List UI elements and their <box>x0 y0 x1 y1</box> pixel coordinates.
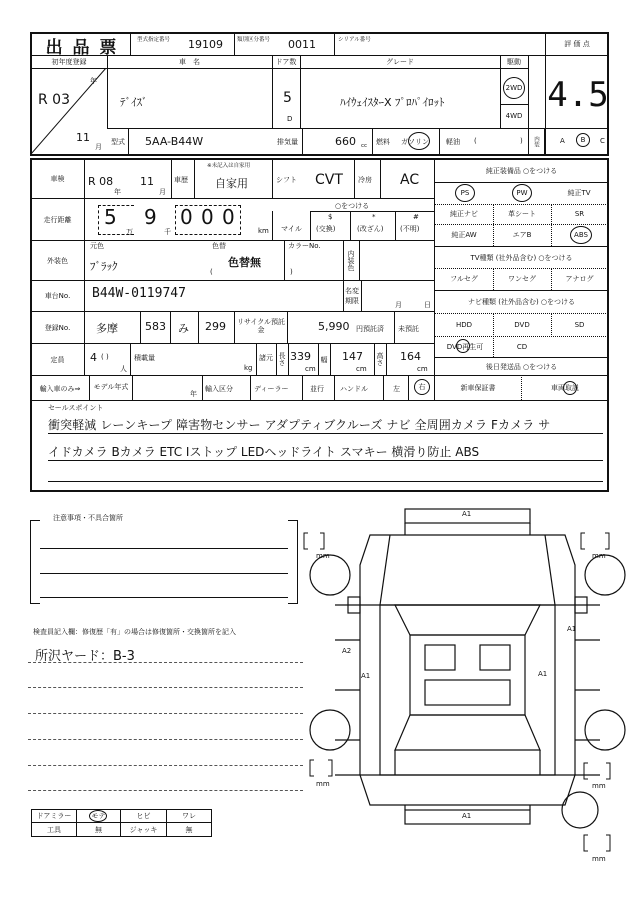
genuine-title: 純正装備品 ○をつける <box>485 167 558 175</box>
doors-label: ドア数 <box>275 58 297 66</box>
repaint-label: 色替 <box>212 242 226 250</box>
caution-label: 注意事項・不具合箇所 <box>50 513 126 523</box>
length: 339 <box>290 350 311 363</box>
recycle-amount: 5,990 <box>318 320 350 333</box>
interior-c: C <box>600 137 605 145</box>
equip-genuine-tv: 純正TV <box>567 189 591 197</box>
history-label: 車歴 <box>174 176 188 184</box>
color-label: 外装色 <box>47 256 68 265</box>
mileage-km: km <box>258 227 269 235</box>
grade: ﾊｲｳｪｲｽﾀｰX ﾌﾟﾛﾊﾟｲﾛｯﾄ <box>340 96 445 109</box>
shaken-year-unit: 年 <box>114 188 121 196</box>
displacement: 660 <box>335 135 356 148</box>
first-reg-month-unit: 月 <box>95 143 102 151</box>
serial-label: シリアル番号 <box>338 37 371 43</box>
ac: AC <box>400 172 420 188</box>
tv-title: TV種類 (社外品含む) ○をつける <box>470 254 573 262</box>
dvd-play-circle <box>456 339 470 353</box>
length-cm: cm <box>305 365 316 373</box>
acc-manual: 車両取説 <box>551 384 579 392</box>
damage-mark-right-door: A1 <box>538 670 548 678</box>
repaint-paren-open: ( <box>210 268 213 276</box>
tools-label: 工具 <box>47 825 61 834</box>
tv-oneseg: ワンセグ <box>508 275 536 283</box>
first-reg-era: R 03 <box>38 92 70 108</box>
grade-score-label: 評 価 点 <box>564 40 590 48</box>
plate-label: 登録No. <box>44 323 71 332</box>
capacity-label: 定員 <box>50 355 65 364</box>
width-label: 幅 <box>320 355 328 363</box>
fuel-paren-open: ( <box>474 137 477 145</box>
orig-color-label: 元色 <box>90 242 104 250</box>
mileage-mile: マイル <box>281 225 302 233</box>
fuel-paren-close: ) <box>520 137 523 145</box>
fuel-diesel: 軽油 <box>446 138 460 146</box>
mileage-tsukeru: ○をつける <box>335 202 370 210</box>
mm-label-1: mm <box>316 552 330 560</box>
color-no-label: カラーNo. <box>288 242 321 250</box>
model-year-unit: 年 <box>190 390 197 398</box>
sales-line-2: イドカメラ Bカメラ ETC Iストップ LEDヘッドライト スマキー 横滑り防止 ABS <box>48 445 480 459</box>
load-label: 積載量 <box>134 354 155 362</box>
navi-hdd: HDD <box>455 321 473 329</box>
model-year-label: モデル年式 <box>93 382 129 391</box>
grade-label: グレード <box>386 58 414 66</box>
equip-sr: SR <box>574 210 585 218</box>
mileage-digit-2: 9 <box>144 205 157 229</box>
mirror-hibi: ヒビ <box>136 812 151 820</box>
navi-cd: CD <box>516 343 528 351</box>
inspector-text: 所沢ヤード：B-3 <box>35 649 135 664</box>
interior-a: A <box>560 137 565 145</box>
mm-label-5: mm <box>592 855 606 863</box>
capacity-paren: ( ) <box>101 353 109 361</box>
drive-4wd: 4WD <box>505 112 523 120</box>
mm-label-4: mm <box>592 782 606 790</box>
jack-label: ジャッキ <box>129 825 158 834</box>
orig-color: ﾌﾞﾗｯｸ <box>90 260 118 273</box>
plate-class: 583 <box>145 320 166 333</box>
acc-warranty: 新車保証書 <box>460 384 496 392</box>
equip-genuine-navi: 純正ナビ <box>450 210 478 218</box>
dealer: ディーラー <box>254 385 289 393</box>
shift: CVT <box>315 172 343 188</box>
navi-title: ナビ種類 (社外品含む) ○をつける <box>467 298 576 306</box>
sales-label: セールスポイント <box>48 404 104 412</box>
car-name-label: 車 名 <box>179 58 200 66</box>
caution-box <box>30 520 298 604</box>
displacement-cc: cc <box>361 143 368 149</box>
equip-pw: PW <box>512 184 532 202</box>
damage-mark-left-front: A2 <box>342 647 352 655</box>
displacement-label: 排気量 <box>277 138 298 146</box>
navi-sd: SD <box>574 321 585 329</box>
unknown: (不明) <box>400 225 420 233</box>
shaken-month-unit: 月 <box>159 188 166 196</box>
width: 147 <box>342 350 363 363</box>
mirror-mote-circle <box>89 810 107 822</box>
chassis: B44W-0119747 <box>92 286 186 301</box>
recycle-unpaid: 未預託 <box>398 325 419 333</box>
repaint-paren-close: ) <box>290 268 293 276</box>
mirror-mote: モテ <box>91 812 106 820</box>
tools-value: 無 <box>95 825 102 834</box>
name-change-label: 名変期限 <box>345 287 359 305</box>
interior-label: 内装 <box>533 135 539 147</box>
mirror-label: ドアミラー <box>36 812 72 820</box>
load-kg: kg <box>244 364 253 372</box>
plate-area: 多摩 <box>96 322 118 335</box>
shaken-label: 車検 <box>50 175 65 183</box>
exchange-mark: $ <box>328 213 333 221</box>
height: 164 <box>400 350 421 363</box>
history-note: ※未記入は自家用 <box>207 163 251 169</box>
dims-label: 諸元 <box>259 354 273 362</box>
first-reg-label: 初年度登録 <box>51 58 87 66</box>
damage-mark-left-door: A1 <box>361 672 371 680</box>
fuel-gasoline-circle <box>408 132 430 150</box>
shaken-era: R 08 <box>88 175 114 188</box>
mileage-digit-4: 0 <box>201 205 214 229</box>
first-reg-month: 11 <box>76 131 90 144</box>
handle-label: ハンドル <box>340 385 368 393</box>
document-title: 出 品 票 <box>45 37 119 58</box>
door-suffix: D <box>287 115 293 123</box>
mileage-digit-1: 5 <box>104 205 117 229</box>
category-label: 類別区分番号 <box>237 37 271 43</box>
altered-mark: * <box>372 213 376 221</box>
navi-dvd: DVD <box>514 321 530 329</box>
interior-color-label: 内装色 <box>347 249 355 271</box>
equip-ps: PS <box>455 184 475 202</box>
name-change-month-unit: 月 <box>395 301 402 309</box>
equip-abs: ABS <box>570 226 592 244</box>
category-no: 0011 <box>288 38 316 51</box>
equip-genuine-aw: 純正AW <box>451 231 477 239</box>
accessories-title: 後日発送品 ○をつける <box>485 362 558 371</box>
jack-value: 無 <box>185 825 193 834</box>
handle-right: 右 <box>414 379 430 395</box>
exchange: (交換) <box>316 225 336 233</box>
mileage-sen: 千 <box>164 228 171 236</box>
import-label: 輸入車のみ⇒ <box>39 384 81 393</box>
first-reg-year-unit: 年 <box>90 77 97 85</box>
model: 5AA-B44W <box>145 135 204 148</box>
name-change-day-unit: 日 <box>424 301 431 309</box>
mileage-digit-5: 0 <box>222 205 235 229</box>
import-type-label: 輸入区分 <box>205 385 233 393</box>
model-label: 型式 <box>111 138 125 146</box>
capacity: 4 <box>90 351 97 364</box>
width-cm: cm <box>356 365 367 373</box>
tv-fullseg: フルセグ <box>450 275 478 283</box>
mirror-ware: ワレ <box>182 812 196 820</box>
fuel-label: 燃料 <box>376 138 390 146</box>
mileage-man: 万 <box>126 228 133 236</box>
shaken-month: 11 <box>140 175 154 188</box>
recycle-label: リサイクル預託金 <box>236 318 286 334</box>
plate-no: 299 <box>205 320 226 333</box>
drive-2wd: 2WD <box>503 77 525 99</box>
altered: (改ざん) <box>357 225 384 233</box>
fuel-gasoline: ガソリン <box>401 138 429 146</box>
parallel: 並行 <box>310 385 324 393</box>
doors: 5 <box>283 90 292 106</box>
damage-mark-front-bumper: A1 <box>462 510 472 518</box>
person-unit: 人 <box>120 365 127 373</box>
plate-kana: み <box>178 322 189 335</box>
equip-airbag: エアB <box>512 231 532 239</box>
repaint: 色替無 <box>228 256 261 269</box>
chassis-label: 車台No. <box>44 292 71 300</box>
type-designation-label: 型式指定番号 <box>137 37 171 43</box>
damage-mark-rear-bumper: A1 <box>462 812 472 820</box>
mm-label-2: mm <box>592 552 606 560</box>
history: 自家用 <box>215 177 248 190</box>
sales-line-1: 衝突軽減 レーンキープ 障害物センサー アダプティブクルーズ ナビ 全周囲カメラ Fカメラ サ <box>48 418 551 432</box>
car-name: ﾃﾞｲｽﾞ <box>120 96 148 109</box>
recycle-paid: 円預託済 <box>356 325 384 333</box>
length-label: 長さ <box>278 352 286 366</box>
tv-analog: アナログ <box>565 275 594 283</box>
shift-label: シフト <box>276 176 297 184</box>
equip-leather: 革シート <box>508 210 536 218</box>
unknown-mark: # <box>413 213 419 221</box>
mileage-digit-3: 0 <box>180 205 193 229</box>
interior-b: B <box>576 133 590 147</box>
type-designation-no: 19109 <box>188 38 223 51</box>
manual-circle <box>563 381 577 395</box>
height-label: 高さ <box>376 352 384 366</box>
ac-label: 冷房 <box>358 176 372 184</box>
grade-score: 4.5 <box>547 75 609 115</box>
handle-left: 左 <box>393 385 400 393</box>
navi-dvd-play: DVD再生可 <box>446 343 484 351</box>
damage-mark-right-side: A1 <box>567 625 577 633</box>
mm-label-3: mm <box>316 780 330 788</box>
inspector-label: 検査員記入欄：修復歴「有」の場合は修復箇所・交換箇所を記入 <box>33 628 236 636</box>
mileage-label: 走行距離 <box>43 215 72 224</box>
height-cm: cm <box>417 365 428 373</box>
drive-label: 駆動 <box>507 58 521 66</box>
